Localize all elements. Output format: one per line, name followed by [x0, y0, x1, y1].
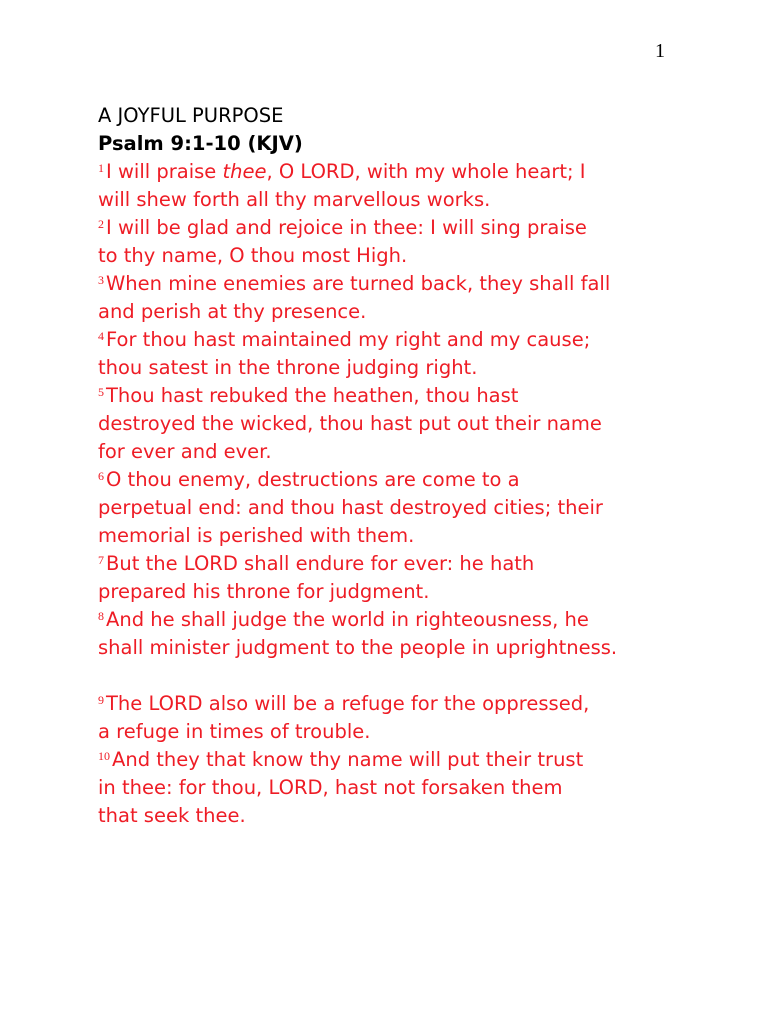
verse-10-line-2: in thee: for thou, LORD, hast not forsaken them — [98, 776, 563, 799]
verse-text: For thou hast maintained my right and my cause; — [106, 328, 591, 351]
verse-5-line-3: for ever and ever. — [98, 440, 272, 463]
verse-text: , O LORD, with my whole heart; I — [266, 160, 586, 183]
verse-9-line-2: a refuge in times of trouble. — [98, 720, 371, 743]
verse-number: 5 — [98, 385, 104, 399]
verse-number: 2 — [98, 217, 104, 231]
verse-1-line-2: will shew forth all thy marvellous works. — [98, 188, 491, 211]
verse-6-line-1 — [98, 466, 698, 494]
verse-7-line-2: prepared his throne for judgment. — [98, 580, 430, 603]
verse-5-line-2: destroyed the wicked, thou hast put out their name — [98, 412, 602, 435]
verse-number: 3 — [98, 273, 104, 287]
verse-5-line-1 — [98, 382, 698, 410]
verse-6-line-2: perpetual end: and thou hast destroyed cities; their — [98, 496, 603, 519]
verse-number: 9 — [98, 693, 104, 707]
verse-8-line-1 — [98, 606, 698, 634]
verse-text: I will be glad and rejoice in thee: I will sing praise — [106, 216, 587, 239]
verse-3-line-2: and perish at thy presence. — [98, 300, 367, 323]
verse-text: The LORD also will be a refuge for the oppressed, — [106, 692, 590, 715]
verse-text: I will praise — [106, 160, 223, 183]
verse-text: And they that know thy name will put their trust — [112, 748, 584, 771]
verse-1-line-1 — [98, 158, 698, 186]
verse-list — [98, 158, 698, 830]
verse-text: When mine enemies are turned back, they shall fall — [106, 272, 611, 295]
scripture-reference: Psalm 9:1-10 (KJV) — [98, 132, 303, 155]
document-content — [98, 102, 698, 830]
verse-4-line-1 — [98, 326, 698, 354]
verse-number: 6 — [98, 469, 104, 483]
verse-3-line-1 — [98, 270, 698, 298]
verse-number: 8 — [98, 609, 104, 623]
verse-text: Thou hast rebuked the heathen, thou hast — [106, 384, 519, 407]
verse-6-line-3: memorial is perished with them. — [98, 524, 415, 547]
verse-text: And he shall judge the world in righteousness, he — [106, 608, 589, 631]
verse-2-line-2: to thy name, O thou most High. — [98, 244, 408, 267]
verse-text: O thou enemy, destructions are come to a — [106, 468, 520, 491]
page-number: 1 — [655, 40, 665, 62]
verse-2-line-1 — [98, 214, 698, 242]
verse-9-line-1 — [98, 690, 698, 718]
verse-10-line-1 — [98, 746, 698, 774]
verse-8-line-2: shall minister judgment to the people in uprightness. — [98, 636, 618, 659]
paragraph-gap — [98, 662, 698, 690]
verse-text-italic: thee — [222, 160, 267, 183]
document-title: A JOYFUL PURPOSE — [98, 104, 284, 127]
verse-4-line-2: thou satest in the throne judging right. — [98, 356, 478, 379]
verse-number: 7 — [98, 553, 104, 567]
verse-number: 1 — [98, 161, 104, 175]
verse-number: 4 — [98, 329, 104, 343]
verse-text: But the LORD shall endure for ever: he hath — [106, 552, 535, 575]
verse-7-line-1 — [98, 550, 698, 578]
verse-10-line-3: that seek thee. — [98, 804, 246, 827]
verse-number: 10 — [98, 749, 110, 763]
